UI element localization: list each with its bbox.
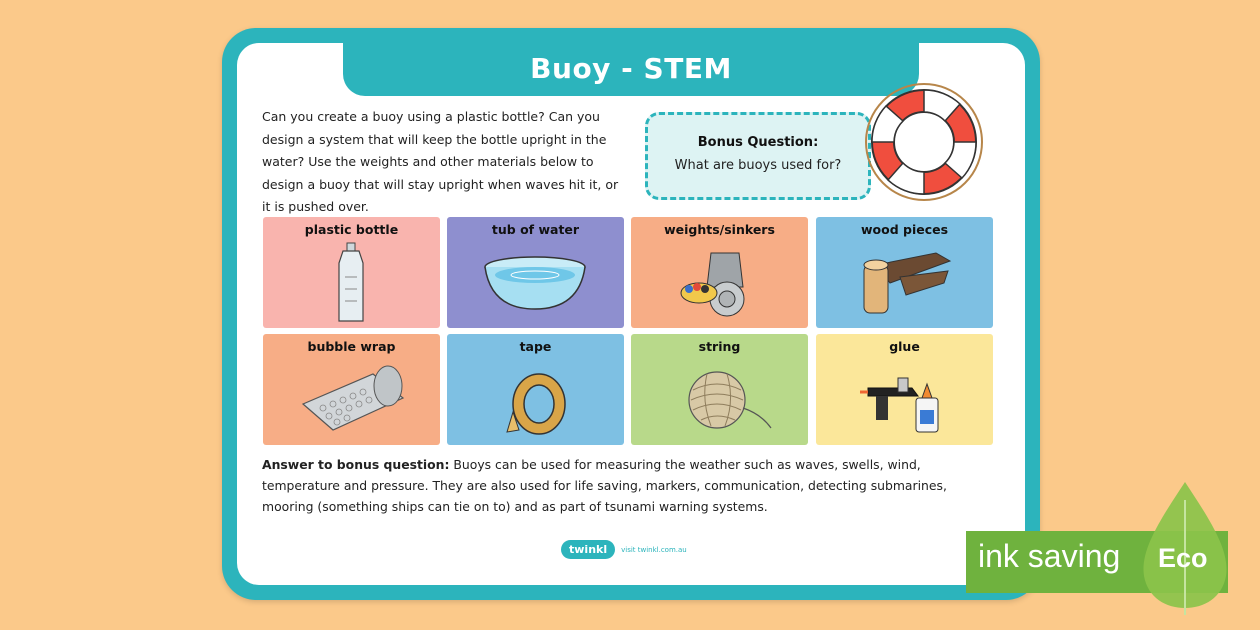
material-label: tub of water <box>491 222 580 237</box>
material-tile-wood-pieces <box>816 217 993 328</box>
material-label: weights/sinkers <box>664 222 775 237</box>
material-label: plastic bottle <box>304 222 399 237</box>
footer-url[interactable]: visit twinkl.com.au <box>621 545 687 554</box>
tape-icon <box>447 334 624 445</box>
material-label: wood pieces <box>860 222 949 237</box>
glue-icon <box>816 334 993 445</box>
weights-icon <box>631 217 808 328</box>
bonus-question-text: What are buoys used for? <box>674 158 842 173</box>
tub-of-water-icon <box>447 217 624 328</box>
string-ball-icon <box>631 334 808 445</box>
material-label: string <box>698 339 741 354</box>
material-tile-plastic-bottle <box>263 217 440 328</box>
material-tile-tub-of-water <box>447 217 624 328</box>
material-tile-weights <box>631 217 808 328</box>
ink-saving-text: ink saving <box>978 538 1121 574</box>
plastic-bottle-icon <box>263 217 440 328</box>
bonus-answer <box>262 454 1002 517</box>
answer-text: Buoys can be used for measuring the weather such as waves, swells, wind, temperature and pressure. They are also used for life saving, markers, communication, detecting submarines, mooring (something ships can tie on to) and as part of tsunami warning systems. <box>262 457 947 514</box>
answer-heading: Answer to bonus question: <box>262 457 450 472</box>
material-tile-glue <box>816 334 993 445</box>
bonus-question-box <box>645 112 871 200</box>
title-banner <box>343 40 919 96</box>
footer <box>561 540 687 559</box>
material-label: glue <box>889 339 920 354</box>
intro-text: Can you create a buoy using a plastic bottle? Can you design a system that will keep the bottle upright in the water? Use the weights and other materials below to design a buoy that will stay upright when waves hit it, or it is pushed over. <box>262 109 619 214</box>
lifebuoy-icon <box>862 80 986 204</box>
material-tile-tape <box>447 334 624 445</box>
material-tile-bubble-wrap <box>263 334 440 445</box>
eco-label: Eco <box>1158 543 1208 573</box>
material-tile-string <box>631 334 808 445</box>
bubble-wrap-icon <box>263 334 440 445</box>
twinkl-logo[interactable]: twinkl <box>561 540 615 559</box>
bonus-question-title: Bonus Question: <box>697 135 819 150</box>
page-title: Buoy - STEM <box>530 51 732 85</box>
material-label: tape <box>519 339 552 354</box>
materials-grid <box>263 217 993 445</box>
wood-pieces-icon <box>816 217 993 328</box>
material-label: bubble wrap <box>307 339 396 354</box>
